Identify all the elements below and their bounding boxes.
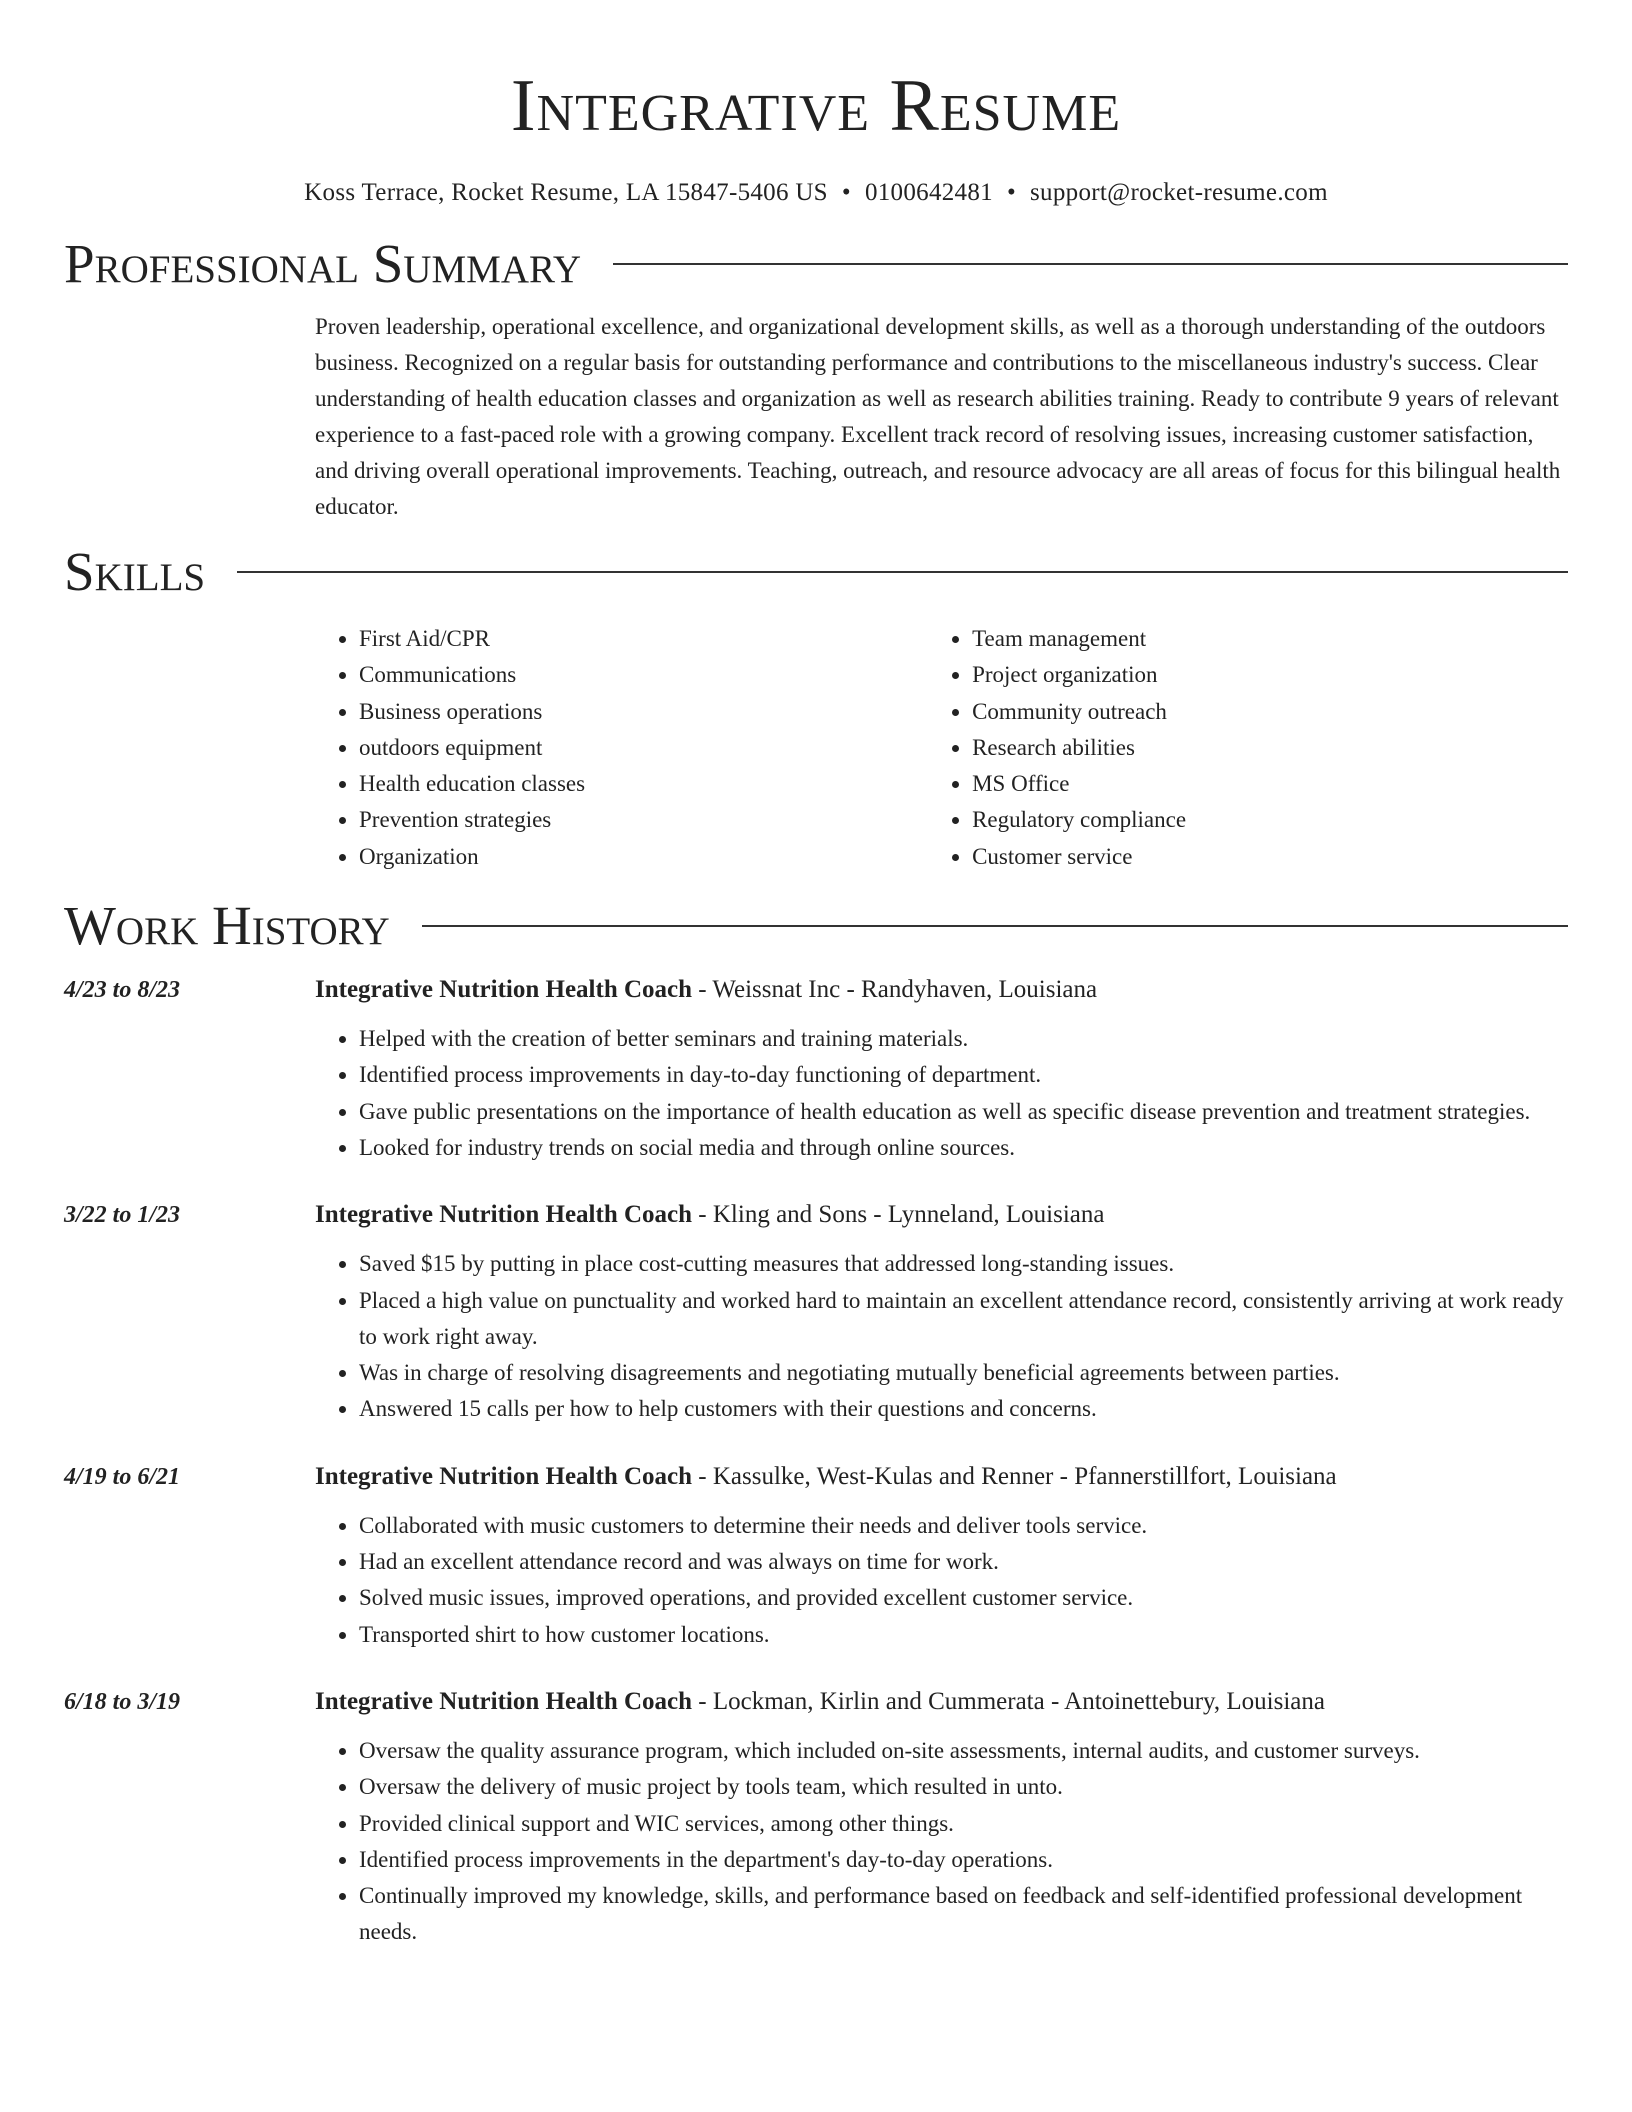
job-bullet: • Transported shirt to how customer locations. xyxy=(359,1617,1568,1653)
section-divider xyxy=(613,263,1568,265)
job-bullet: • Had an excellent attendance record and was always on time for work. xyxy=(359,1544,1568,1580)
work-section-header xyxy=(64,893,1568,959)
section-divider xyxy=(237,571,1568,573)
job-bullet: • Oversaw the quality assurance program, which included on-site assessments, internal audits, and customer surveys. xyxy=(359,1733,1568,1769)
job-bullet: • Continually improved my knowledge, skills, and performance based on feedback and self-identified professional development needs. xyxy=(359,1878,1568,1951)
job-bullet: • Oversaw the delivery of music project by tools team, which resulted in unto. xyxy=(359,1769,1568,1805)
summary-section-header xyxy=(64,231,1568,297)
skill-item: • Regulatory compliance xyxy=(972,802,1568,838)
skills-column-right xyxy=(928,621,1568,875)
job-employer: - Weissnat Inc - Randyhaven, Louisiana xyxy=(692,976,1098,1004)
job-body xyxy=(315,1198,1568,1427)
job-headline xyxy=(315,1198,1568,1232)
skill-item: • Team management xyxy=(972,621,1568,657)
job-dates: 4/19 to 6/21 xyxy=(64,1463,181,1490)
skill-item: • Customer service xyxy=(972,839,1568,875)
job-bullet: • Was in charge of resolving disagreements and negotiating mutually beneficial agreements between parties. xyxy=(359,1355,1568,1391)
job-bullet: • Placed a high value on punctuality and worked hard to maintain an excellent attendance record, consistently arriving at work ready to work right away. xyxy=(359,1283,1568,1356)
job-bullet: • Solved music issues, improved operations, and provided excellent customer service. xyxy=(359,1580,1568,1616)
job-entry xyxy=(64,1198,1568,1427)
job-entry xyxy=(64,1685,1568,1951)
skill-item: • Community outreach xyxy=(972,694,1568,730)
job-title: Integrative Nutrition Health Coach xyxy=(315,1462,693,1490)
job-headline xyxy=(315,973,1568,1007)
summary-heading: Professional Summary xyxy=(64,233,582,294)
job-body xyxy=(315,973,1568,1166)
resume-page xyxy=(64,0,1568,1951)
job-title: Integrative Nutrition Health Coach xyxy=(315,1687,693,1715)
job-title: Integrative Nutrition Health Coach xyxy=(315,1201,693,1229)
skills-list xyxy=(315,621,1568,875)
job-bullet: • Identified process improvements in day-to-day functioning of department. xyxy=(359,1057,1568,1093)
skill-item: • MS Office xyxy=(972,766,1568,802)
skill-item: • Project organization xyxy=(972,657,1568,693)
job-employer: - Kassulke, West-Kulas and Renner - Pfannerstillfort, Louisiana xyxy=(692,1462,1337,1490)
job-body xyxy=(315,1685,1568,1951)
job-headline xyxy=(315,1685,1568,1719)
skills-heading: Skills xyxy=(64,541,206,602)
resume-name: Integrative Resume xyxy=(510,65,1122,147)
skills-column-left xyxy=(315,621,928,875)
skill-item: • Communications xyxy=(359,657,928,693)
skill-item: • Health education classes xyxy=(359,766,928,802)
skill-item: • Organization xyxy=(359,839,928,875)
job-headline xyxy=(315,1460,1568,1494)
job-employer: - Lockman, Kirlin and Cummerata - Antoinettebury, Louisiana xyxy=(692,1687,1325,1715)
job-entry xyxy=(64,1460,1568,1653)
job-bullets xyxy=(315,1021,1568,1166)
summary-text: Proven leadership, operational excellence, and organizational development skills, as well as a thorough understanding of the outdoors business. Recognized on a regular basis for outstanding performance and contributions to the miscellaneous industry's success. Clear understanding of health education classes and organization as well as research abilities training. Ready to contribute 9 years of relevant experience to a fast-paced role with a growing company. Excellent track record of resolving issues, increasing customer satisfaction, and driving overall operational improvements. Teaching, outreach, and resource advocacy are all areas of focus for this bilingual health educator. xyxy=(315,314,1561,519)
contact-email: support@rocket-resume.com xyxy=(1030,179,1328,206)
job-dates: 4/23 to 8/23 xyxy=(64,977,181,1004)
skill-item: • First Aid/CPR xyxy=(359,621,928,657)
job-title: Integrative Nutrition Health Coach xyxy=(315,976,693,1004)
contact-phone: 0100642481 xyxy=(864,179,993,206)
job-bullets xyxy=(315,1508,1568,1653)
skill-item: • Research abilities xyxy=(972,730,1568,766)
job-bullet: • Provided clinical support and WIC services, among other things. xyxy=(359,1806,1568,1842)
job-bullet: • Helped with the creation of better seminars and training materials. xyxy=(359,1021,1568,1057)
job-employer: - Kling and Sons - Lynneland, Louisiana xyxy=(692,1201,1105,1229)
contact-separator: • xyxy=(1006,179,1017,206)
job-bullet: • Collaborated with music customers to determine their needs and deliver tools service. xyxy=(359,1508,1568,1544)
skills-section-header xyxy=(64,539,1568,605)
job-dates: 3/22 to 1/23 xyxy=(64,1202,181,1229)
job-bullet: • Gave public presentations on the importance of health education as well as specific disease prevention and treatment strategies. xyxy=(359,1094,1568,1130)
skill-item: • outdoors equipment xyxy=(359,730,928,766)
job-bullets xyxy=(315,1246,1568,1427)
job-body xyxy=(315,1460,1568,1653)
contact-separator: • xyxy=(841,179,851,206)
section-divider xyxy=(422,925,1568,927)
contact-address: Koss Terrace, Rocket Resume, LA 15847-5406 US xyxy=(304,179,828,206)
job-bullet: • Looked for industry trends on social media and through online sources. xyxy=(359,1130,1568,1166)
job-dates: 6/18 to 3/19 xyxy=(64,1688,181,1715)
skill-item: • Business operations xyxy=(359,694,928,730)
job-bullets xyxy=(315,1733,1568,1951)
job-entry xyxy=(64,973,1568,1166)
work-heading: Work History xyxy=(64,895,390,957)
contact-line xyxy=(64,176,1568,210)
job-bullet: • Identified process improvements in the department's day-to-day operations. xyxy=(359,1842,1568,1878)
job-bullet: • Saved $15 by putting in place cost-cutting measures that addressed long-standing issues. xyxy=(359,1246,1568,1282)
job-bullet: • Answered 15 calls per how to help customers with their questions and concerns. xyxy=(359,1391,1568,1427)
skill-item: • Prevention strategies xyxy=(359,802,928,838)
